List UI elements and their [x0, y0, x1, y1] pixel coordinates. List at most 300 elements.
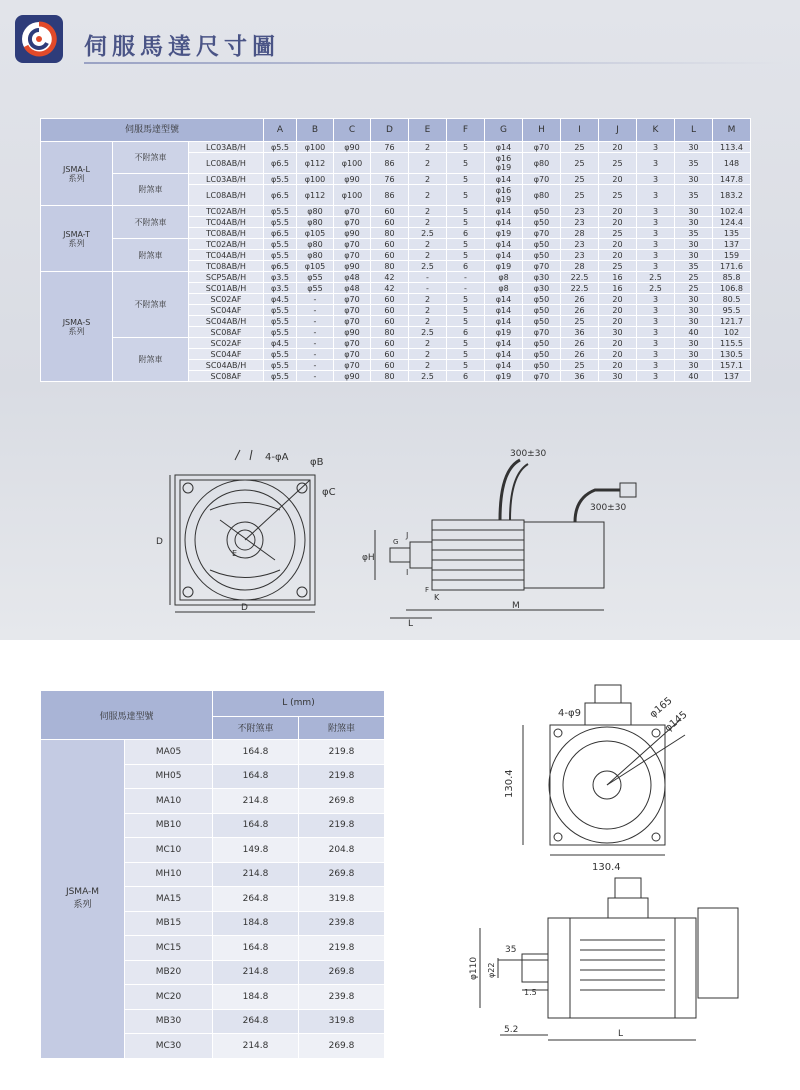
value-cell: 30: [675, 305, 713, 316]
model-cell: MA05: [125, 740, 213, 765]
column-header-k: K: [637, 119, 675, 142]
model-cell: TC02AB/H: [189, 239, 264, 250]
value-cell: 219.8: [299, 740, 385, 765]
value-cell: φ6.5: [264, 153, 297, 174]
value-cell: 95.5: [713, 305, 751, 316]
value-cell: φ50: [523, 316, 561, 327]
value-cell: 5: [447, 185, 485, 206]
value-cell: φ90: [334, 327, 371, 338]
value-cell: 86: [371, 153, 409, 174]
value-cell: φ55: [297, 283, 334, 294]
model-cell: MA15: [125, 887, 213, 912]
value-cell: 6: [447, 261, 485, 272]
value-cell: 135: [713, 228, 751, 239]
column-header-g: G: [485, 119, 523, 142]
value-cell: -: [297, 305, 334, 316]
value-cell: 30: [675, 338, 713, 349]
value-cell: φ50: [523, 349, 561, 360]
model-cell: MH10: [125, 862, 213, 887]
column-header-b: B: [297, 119, 334, 142]
value-cell: φ80: [523, 185, 561, 206]
label-holes-9: 4-φ9: [558, 708, 581, 719]
value-cell: 5: [447, 206, 485, 217]
value-cell: 30: [675, 217, 713, 228]
column-header-f: F: [447, 119, 485, 142]
value-cell: 30: [675, 206, 713, 217]
value-cell: 36: [561, 327, 599, 338]
table-row: [41, 206, 751, 217]
table-row: [41, 338, 751, 349]
value-cell: 2: [409, 349, 447, 360]
value-cell: 25: [675, 272, 713, 283]
value-cell: φ6.5: [264, 185, 297, 206]
value-cell: φ70: [334, 294, 371, 305]
column-header-m: M: [713, 119, 751, 142]
value-cell: 3: [637, 338, 675, 349]
value-cell: 2.5: [409, 371, 447, 382]
model-cell: TC02AB/H: [189, 206, 264, 217]
value-cell: 3: [637, 185, 675, 206]
value-cell: 115.5: [713, 338, 751, 349]
value-cell: 5: [447, 349, 485, 360]
value-cell: φ14: [485, 239, 523, 250]
value-cell: 214.8: [213, 789, 299, 814]
column-header-i: I: [561, 119, 599, 142]
value-cell: 25: [561, 153, 599, 174]
label-h: φH: [362, 553, 375, 563]
value-cell: 80: [371, 371, 409, 382]
value-cell: 239.8: [299, 985, 385, 1010]
value-cell: φ14: [485, 349, 523, 360]
series-cell: JSMA-T 系列: [41, 206, 113, 272]
value-cell: 25: [561, 316, 599, 327]
label-110: φ110: [469, 956, 479, 980]
value-cell: 137: [713, 371, 751, 382]
table-row: [41, 740, 385, 765]
value-cell: 2: [409, 250, 447, 261]
value-cell: 2: [409, 338, 447, 349]
model-cell: SC02AF: [189, 294, 264, 305]
value-cell: φ70: [334, 206, 371, 217]
label-l: L: [408, 619, 414, 629]
brake-cell: 不附煞車: [113, 142, 189, 174]
value-cell: φ30: [523, 272, 561, 283]
value-cell: 3: [637, 239, 675, 250]
value-cell: -: [297, 327, 334, 338]
motor-drawing-1: [150, 440, 790, 630]
value-cell: φ80: [297, 206, 334, 217]
value-cell: φ5.5: [264, 349, 297, 360]
value-cell: 20: [599, 239, 637, 250]
value-cell: 23: [561, 239, 599, 250]
value-cell: 80: [371, 261, 409, 272]
model-cell: SC02AF: [189, 338, 264, 349]
model-cell: LC08AB/H: [189, 153, 264, 174]
model-cell: TC04AB/H: [189, 217, 264, 228]
dimension-table-1: [40, 118, 751, 382]
label-22: φ22: [487, 962, 496, 978]
value-cell: φ90: [334, 371, 371, 382]
value-cell: 25: [599, 153, 637, 174]
value-cell: φ112: [297, 153, 334, 174]
value-cell: 60: [371, 239, 409, 250]
value-cell: φ8: [485, 283, 523, 294]
value-cell: φ14: [485, 142, 523, 153]
label-c: φC: [322, 487, 336, 498]
value-cell: 20: [599, 360, 637, 371]
value-cell: 3: [637, 228, 675, 239]
brake-cell: 附煞車: [113, 338, 189, 382]
value-cell: φ100: [297, 142, 334, 153]
value-cell: φ70: [523, 261, 561, 272]
value-cell: 147.8: [713, 174, 751, 185]
value-cell: 2.5: [637, 272, 675, 283]
value-cell: φ80: [297, 239, 334, 250]
value-cell: 36: [561, 371, 599, 382]
value-cell: φ70: [334, 349, 371, 360]
label-35: 35: [505, 945, 517, 955]
value-cell: 5: [447, 217, 485, 228]
value-cell: φ5.5: [264, 371, 297, 382]
value-cell: φ50: [523, 250, 561, 261]
value-cell: φ16 φ19: [485, 153, 523, 174]
value-cell: 40: [675, 371, 713, 382]
value-cell: φ55: [297, 272, 334, 283]
table-row: [41, 239, 751, 250]
value-cell: 164.8: [213, 740, 299, 765]
value-cell: 23: [561, 217, 599, 228]
value-cell: 25: [599, 185, 637, 206]
value-cell: 184.8: [213, 985, 299, 1010]
model-cell: SC04AB/H: [189, 360, 264, 371]
value-cell: -: [409, 272, 447, 283]
label-165: φ165: [647, 695, 675, 721]
model-cell: MC20: [125, 985, 213, 1010]
value-cell: φ14: [485, 316, 523, 327]
value-cell: φ70: [334, 360, 371, 371]
value-cell: 2: [409, 206, 447, 217]
value-cell: 102: [713, 327, 751, 338]
value-cell: 60: [371, 316, 409, 327]
series-cell: JSMA-S 系列: [41, 272, 113, 382]
model-cell: TC08AB/H: [189, 228, 264, 239]
front-view-1: [170, 450, 315, 612]
value-cell: 60: [371, 360, 409, 371]
label-m: M: [512, 601, 520, 611]
model-cell: SC01AB/H: [189, 283, 264, 294]
value-cell: -: [297, 316, 334, 327]
value-cell: 219.8: [299, 813, 385, 838]
value-cell: φ4.5: [264, 294, 297, 305]
model-cell: MB30: [125, 1009, 213, 1034]
value-cell: 25: [599, 228, 637, 239]
value-cell: 5: [447, 250, 485, 261]
value-cell: 30: [599, 371, 637, 382]
value-cell: 319.8: [299, 887, 385, 912]
value-cell: 149.8: [213, 838, 299, 863]
value-cell: 2: [409, 142, 447, 153]
value-cell: 219.8: [299, 936, 385, 961]
value-cell: φ100: [297, 174, 334, 185]
value-cell: 269.8: [299, 960, 385, 985]
value-cell: 3: [637, 153, 675, 174]
column-header-j: J: [599, 119, 637, 142]
value-cell: φ50: [523, 360, 561, 371]
value-cell: 3: [637, 316, 675, 327]
value-cell: φ5.5: [264, 142, 297, 153]
value-cell: 30: [675, 294, 713, 305]
value-cell: φ30: [523, 283, 561, 294]
value-cell: 25: [675, 283, 713, 294]
value-cell: 30: [675, 239, 713, 250]
value-cell: φ14: [485, 250, 523, 261]
value-cell: 28: [561, 261, 599, 272]
brand-logo-icon: [14, 14, 64, 64]
value-cell: φ112: [297, 185, 334, 206]
value-cell: φ70: [334, 239, 371, 250]
value-cell: 26: [561, 305, 599, 316]
value-cell: φ16 φ19: [485, 185, 523, 206]
value-cell: φ48: [334, 272, 371, 283]
value-cell: φ5.5: [264, 206, 297, 217]
value-cell: 86: [371, 185, 409, 206]
value-cell: φ5.5: [264, 250, 297, 261]
value-cell: 157.1: [713, 360, 751, 371]
value-cell: φ48: [334, 283, 371, 294]
side-view-2: [480, 878, 738, 1040]
value-cell: φ3.5: [264, 283, 297, 294]
value-cell: 16: [599, 272, 637, 283]
model-cell: MC15: [125, 936, 213, 961]
value-cell: 2: [409, 316, 447, 327]
value-cell: -: [447, 283, 485, 294]
value-cell: φ70: [523, 327, 561, 338]
value-cell: φ14: [485, 360, 523, 371]
model-cell: TC08AB/H: [189, 261, 264, 272]
value-cell: 3: [637, 294, 675, 305]
label-i: I: [406, 568, 409, 577]
dimension-table-2: [40, 690, 385, 1059]
value-cell: 171.6: [713, 261, 751, 272]
value-cell: 2.5: [409, 228, 447, 239]
value-cell: 60: [371, 338, 409, 349]
value-cell: 5: [447, 142, 485, 153]
value-cell: -: [409, 283, 447, 294]
value-cell: φ50: [523, 305, 561, 316]
column-header-d: D: [371, 119, 409, 142]
value-cell: 60: [371, 294, 409, 305]
value-cell: φ19: [485, 371, 523, 382]
label-cable-1: 300±30: [510, 449, 547, 459]
value-cell: φ6.5: [264, 228, 297, 239]
brake-cell: 不附煞車: [113, 272, 189, 338]
model-cell: LC03AB/H: [189, 142, 264, 153]
value-cell: 35: [675, 185, 713, 206]
model-cell: SC08AF: [189, 371, 264, 382]
value-cell: 5: [447, 360, 485, 371]
model-cell: SC04AF: [189, 349, 264, 360]
value-cell: 30: [675, 316, 713, 327]
value-cell: 214.8: [213, 960, 299, 985]
table-row: [41, 142, 751, 153]
value-cell: 76: [371, 174, 409, 185]
no-brake-header: 不附煞車: [213, 716, 299, 739]
value-cell: -: [297, 360, 334, 371]
value-cell: 35: [675, 153, 713, 174]
value-cell: 23: [561, 206, 599, 217]
label-e: E: [232, 549, 238, 558]
value-cell: 2: [409, 305, 447, 316]
value-cell: 6: [447, 228, 485, 239]
column-header-a: A: [264, 119, 297, 142]
value-cell: 20: [599, 338, 637, 349]
value-cell: 42: [371, 272, 409, 283]
value-cell: φ5.5: [264, 327, 297, 338]
model-cell: SCP5AB/H: [189, 272, 264, 283]
value-cell: φ19: [485, 261, 523, 272]
value-cell: 204.8: [299, 838, 385, 863]
model-cell: MA10: [125, 789, 213, 814]
value-cell: 26: [561, 338, 599, 349]
value-cell: 25: [561, 360, 599, 371]
value-cell: φ4.5: [264, 338, 297, 349]
value-cell: φ70: [523, 371, 561, 382]
label-d-side: D: [156, 537, 163, 547]
value-cell: φ90: [334, 142, 371, 153]
value-cell: 2: [409, 294, 447, 305]
value-cell: φ5.5: [264, 217, 297, 228]
brake-cell: 附煞車: [113, 174, 189, 206]
label-l-2: L: [618, 1029, 624, 1039]
value-cell: 3: [637, 142, 675, 153]
value-cell: 2: [409, 153, 447, 174]
value-cell: -: [447, 272, 485, 283]
value-cell: φ5.5: [264, 239, 297, 250]
value-cell: 113.4: [713, 142, 751, 153]
value-cell: φ80: [297, 217, 334, 228]
model-cell: SC04AB/H: [189, 316, 264, 327]
value-cell: 30: [599, 327, 637, 338]
value-cell: φ70: [334, 316, 371, 327]
value-cell: 3: [637, 174, 675, 185]
value-cell: 5: [447, 338, 485, 349]
value-cell: -: [297, 338, 334, 349]
model-cell: SC08AF: [189, 327, 264, 338]
value-cell: 5: [447, 239, 485, 250]
brake-header: 附煞車: [299, 716, 385, 739]
label-height: 130.4: [504, 769, 515, 798]
value-cell: 3: [637, 360, 675, 371]
value-cell: 319.8: [299, 1009, 385, 1034]
value-cell: 3: [637, 206, 675, 217]
column-header-h: H: [523, 119, 561, 142]
value-cell: -: [297, 371, 334, 382]
value-cell: 20: [599, 174, 637, 185]
value-cell: -: [297, 349, 334, 360]
l-header: L (mm): [213, 691, 385, 717]
value-cell: 2: [409, 360, 447, 371]
value-cell: φ14: [485, 338, 523, 349]
value-cell: φ80: [297, 250, 334, 261]
value-cell: 20: [599, 142, 637, 153]
table-row: [41, 272, 751, 283]
series-cell: JSMA-M 系列: [41, 740, 125, 1059]
model-cell: MH05: [125, 764, 213, 789]
value-cell: 183.2: [713, 185, 751, 206]
model-cell: MC30: [125, 1034, 213, 1059]
value-cell: 60: [371, 349, 409, 360]
value-cell: 2.5: [637, 283, 675, 294]
column-header-c: C: [334, 119, 371, 142]
value-cell: 2.5: [409, 327, 447, 338]
value-cell: 239.8: [299, 911, 385, 936]
label-1-5: 1.5: [524, 988, 537, 997]
value-cell: 121.7: [713, 316, 751, 327]
value-cell: φ80: [523, 153, 561, 174]
value-cell: 23: [561, 250, 599, 261]
value-cell: φ5.5: [264, 360, 297, 371]
model-cell: SC04AF: [189, 305, 264, 316]
value-cell: 269.8: [299, 862, 385, 887]
value-cell: 3: [637, 349, 675, 360]
title-divider: [84, 62, 784, 64]
series-cell: JSMA-L 系列: [41, 142, 113, 206]
value-cell: 20: [599, 316, 637, 327]
value-cell: 159: [713, 250, 751, 261]
value-cell: 26: [561, 349, 599, 360]
label-cable-2: 300±30: [590, 503, 627, 513]
value-cell: 3: [637, 250, 675, 261]
value-cell: φ3.5: [264, 272, 297, 283]
value-cell: 30: [675, 349, 713, 360]
value-cell: 25: [561, 142, 599, 153]
label-f: F: [425, 586, 430, 594]
label-b: φB: [310, 457, 324, 468]
value-cell: 22.5: [561, 272, 599, 283]
value-cell: 26: [561, 294, 599, 305]
value-cell: φ70: [523, 228, 561, 239]
value-cell: 214.8: [213, 862, 299, 887]
value-cell: 102.4: [713, 206, 751, 217]
value-cell: 6: [447, 371, 485, 382]
value-cell: 2: [409, 217, 447, 228]
value-cell: 3: [637, 327, 675, 338]
value-cell: 148: [713, 153, 751, 174]
value-cell: 25: [561, 174, 599, 185]
value-cell: 85.8: [713, 272, 751, 283]
value-cell: 3: [637, 261, 675, 272]
value-cell: 164.8: [213, 813, 299, 838]
model-cell: MB20: [125, 960, 213, 985]
table-row: [41, 174, 751, 185]
value-cell: φ90: [334, 261, 371, 272]
value-cell: 5: [447, 294, 485, 305]
value-cell: φ6.5: [264, 261, 297, 272]
value-cell: 137: [713, 239, 751, 250]
column-header-l: L: [675, 119, 713, 142]
value-cell: 20: [599, 217, 637, 228]
value-cell: 2.5: [409, 261, 447, 272]
value-cell: 20: [599, 349, 637, 360]
side-view-1: [375, 460, 636, 618]
value-cell: 28: [561, 228, 599, 239]
value-cell: 25: [561, 185, 599, 206]
value-cell: 40: [675, 327, 713, 338]
motor-drawing-2: [440, 680, 790, 1080]
value-cell: φ70: [523, 142, 561, 153]
value-cell: 20: [599, 250, 637, 261]
value-cell: 124.4: [713, 217, 751, 228]
